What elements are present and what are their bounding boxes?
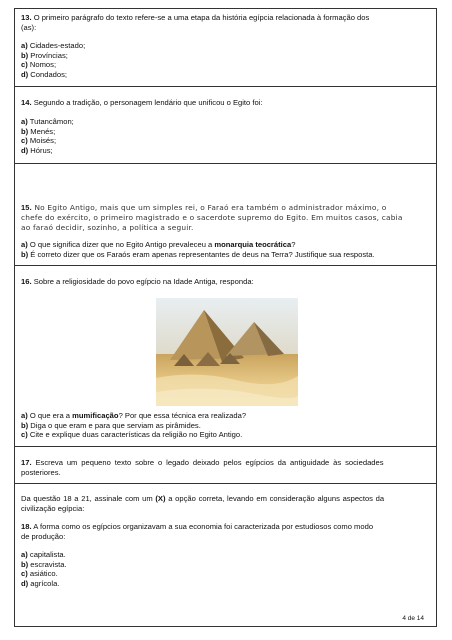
item-a: a) O que significa dizer que no Egito Antigo prevaleceu a monarquia teocrática? [21,240,296,249]
section-divider [15,483,436,484]
option-d: d) agrícola. [21,578,60,588]
option-d: d) Hórus; [21,145,53,155]
question-number: 14. [21,98,32,107]
item-b: b) Diga o que eram e para que serviam as pirâmides. [21,420,201,430]
question-text-cont: (as): [21,22,37,32]
item-a: a) O que era a mumificação? Por que essa técnica era realizada? [21,411,247,420]
question-number: 18. [21,522,32,531]
question-text: O primeiro parágrafo do texto refere-se a uma etapa da história egípcia relacionada à formação dos [33,13,370,22]
question-text-cont: de produção: [21,531,66,541]
question-number: 16. [21,277,32,286]
pyramids-photo [156,298,298,406]
question-text: Sobre a religiosidade do povo egípcio na Idade Antiga, responda: [33,277,254,286]
question-number: 15. [21,203,32,212]
option-b: b) Províncias; [21,50,68,60]
option-b: b) Menés; [21,126,56,136]
section-divider [15,265,436,266]
option-b: b) escravista. [21,559,67,569]
question-text: No Egito Antigo, mais que um simples rei, o Faraó era também o administrador máximo, o [34,203,387,212]
option-d: d) Condados; [21,69,68,79]
option-a: a) Tutancâmon; [21,117,74,126]
section-divider [15,163,436,164]
section-divider [15,86,436,87]
option-a: a) Cidades-estado; [21,41,86,50]
question-text-cont: ao faraó decidir, sozinho, a política a seguir. [21,223,194,232]
option-c: c) asiático. [21,569,58,578]
mark-symbol: (X) [155,494,166,503]
worksheet-page: 13. O primeiro parágrafo do texto refere-se a uma etapa da história egípcia relacionada à formação dos (as): a) Cidades-estado; b) Províncias; c) Nomos; d) Condados; 14. Segundo a tradição, o personagem lendário que unificou o Egito foi: a) Tutancâmon; b) Menés; c) Moisés; d) Hórus; 15. No Egito Antigo, mais que um simples rei, o Faraó era também o administrador máximo, o chefe do exército, o primeiro magistrado e o sacerdote supremo do Egito. Em muitos casos, cabia ao faraó decidir, sozinho, a política a seguir. a) O que significa dizer que no Egito Antigo prevaleceu a monarquia teocrática? b) É correto dizer que os Faraós eram apenas representantes de deus na Terra? Justifique sua resposta. 16. Sobre a religiosidade do povo egípcio na Idade Antiga, responda: a) O que era a mumificação? Por que essa técnica era realizada? b) Diga o que eram e para que serviam as pirâmides. c) Cite e explique duas características da religião no Egito Antigo. 17. Escreva um pequeno texto sobre o legado deixado pelos egípcios da antiguidade às sociedades posteriores. Da questão 18 a 21, assinale com um (X) a opção correta, levando em consideração alguns aspectos da civilização egípcia: 18. A forma como os egípcios organizavam a sua economia foi caracterizada por estudiosos como modo de produção: a) capitalista. b) escravista. c) asiático. d) agrícola. 4 de 14 [14,8,437,627]
question-text: Escreva um pequeno texto sobre o legado deixado pelos egípcios da antiguidade às sociedades [35,458,384,467]
option-a: a) capitalista. [21,550,66,559]
item-b: b) É correto dizer que os Faraós eram apenas representantes de deus na Terra? Justifique sua resposta. [21,249,375,259]
question-number: 17. [21,458,32,467]
question-text: A forma como os egípcios organizavam a sua economia foi caracterizada por estudiosos como modo [33,522,374,531]
item-c: c) Cite e explique duas características da religião no Egito Antigo. [21,430,243,439]
option-c: c) Nomos; [21,60,57,69]
section-divider [15,446,436,447]
question-text: Segundo a tradição, o personagem lendário que unificou o Egito foi: [33,98,263,107]
question-number: 13. [21,13,32,22]
question-text-cont: chefe do exército, o primeiro magistrado e o sacerdote supremo do Egito. Em muitos casos, cabia [21,213,403,222]
question-text-cont: posteriores. [21,467,61,477]
page-number: 4 de 14 [402,615,424,622]
option-c: c) Moisés; [21,136,57,145]
